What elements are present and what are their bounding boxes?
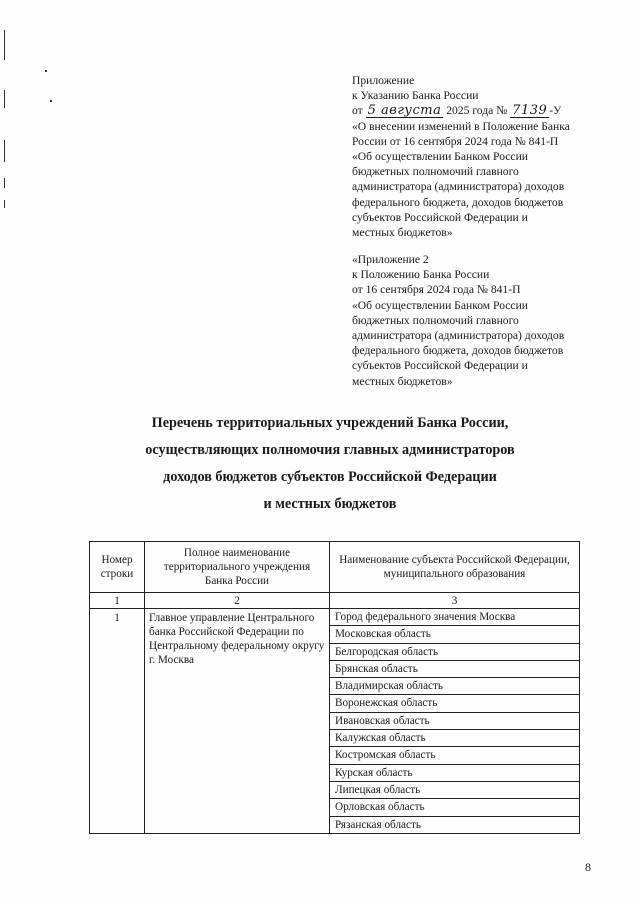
page-number: 8 bbox=[585, 860, 591, 874]
scan-mark bbox=[50, 100, 52, 102]
subject-item: Воронежская область bbox=[330, 695, 579, 712]
column-number: 2 bbox=[145, 593, 330, 609]
subject-item: Костромская область bbox=[330, 747, 579, 764]
appendix-date-line bbox=[352, 103, 612, 118]
scan-mark bbox=[4, 178, 5, 188]
year-text: 2025 года № bbox=[446, 104, 508, 118]
subject-item: Город федерального значения Москва bbox=[330, 609, 579, 626]
column-number: 3 bbox=[330, 593, 580, 609]
subject-item: Белгородская область bbox=[330, 644, 579, 661]
scan-mark bbox=[4, 140, 5, 162]
number-suffix: -У bbox=[549, 104, 562, 118]
column-number: 1 bbox=[90, 593, 145, 609]
header-organization: Полное наименование территориального учреждения Банка России bbox=[145, 542, 330, 593]
appendix2-line: бюджетных полномочий главного bbox=[352, 313, 519, 327]
title-line: доходов бюджетов субъектов Российской Федерации bbox=[163, 469, 497, 485]
subject-item: Липецкая область bbox=[330, 782, 579, 799]
subject-item: Владимирская область bbox=[330, 678, 579, 695]
handwritten-date: 5 августа bbox=[367, 103, 442, 119]
table-row bbox=[90, 609, 580, 834]
title-line: Перечень территориальных учреждений Банка России, bbox=[151, 415, 509, 431]
subject-item: Ивановская область bbox=[330, 713, 579, 730]
appendix-line: федерального бюджета, доходов бюджетов bbox=[352, 195, 564, 209]
title-line: и местных бюджетов bbox=[263, 496, 397, 512]
header-subject: Наименование субъекта Российской Федерации, муниципального образования bbox=[330, 542, 580, 593]
table-header-row bbox=[90, 542, 580, 593]
appendix-line: местных бюджетов» bbox=[352, 226, 453, 240]
column-number-row bbox=[90, 593, 580, 609]
appendix2-line: «Приложение 2 bbox=[352, 253, 429, 266]
subject-item: Калужская область bbox=[330, 730, 579, 747]
appendix2-line: субъектов Российской Федерации и bbox=[352, 359, 528, 373]
header-row-number: Номер строки bbox=[90, 542, 145, 593]
appendix-line: к Указанию Банка России bbox=[352, 89, 479, 103]
row-number: 1 bbox=[90, 609, 145, 834]
subject-item: Московская область bbox=[330, 626, 579, 643]
appendix2-line: администратора (администратора) доходов bbox=[352, 329, 565, 343]
subject-list bbox=[330, 609, 580, 834]
subject-item: Рязанская область bbox=[335, 818, 421, 831]
title-line: осуществляющих полномочия главных администраторов bbox=[145, 442, 515, 458]
scan-mark bbox=[4, 90, 5, 108]
appendix-line: администратора (администратора) доходов bbox=[352, 180, 565, 194]
appendix2-line: «Об осуществлении Банком России bbox=[352, 298, 528, 312]
scan-mark bbox=[45, 70, 47, 72]
appendix-line: бюджетных полномочий главного bbox=[352, 165, 519, 179]
institutions-table bbox=[89, 541, 580, 834]
appendix-line: «О внесении изменений в Положение Банка bbox=[352, 119, 570, 133]
subject-item: Орловская область bbox=[330, 799, 579, 816]
from-prefix: от bbox=[352, 104, 363, 118]
appendix-block bbox=[352, 73, 612, 240]
appendix-line: субъектов Российской Федерации и bbox=[352, 210, 528, 224]
handwritten-number: 7139 bbox=[512, 103, 548, 119]
appendix-line: России от 16 сентября 2024 года № 841-П bbox=[352, 134, 559, 148]
scan-mark bbox=[4, 200, 5, 208]
subject-item: Курская область bbox=[330, 765, 579, 782]
subject-item: Брянская область bbox=[330, 661, 579, 678]
appendix2-line: федерального бюджета, доходов бюджетов bbox=[352, 344, 564, 358]
appendix2-line: от 16 сентября 2024 года № 841-П bbox=[352, 283, 521, 297]
organization-name: Главное управление Центрального банка Российской Федерации по Центральному федеральному округу г. Москва bbox=[145, 609, 330, 834]
appendix2-line: местных бюджетов» bbox=[352, 374, 453, 388]
appendix2-block bbox=[352, 252, 612, 389]
appendix-line: Приложение bbox=[352, 74, 415, 87]
scan-mark bbox=[4, 30, 5, 60]
document-title bbox=[60, 410, 600, 518]
appendix2-line: к Положению Банка России bbox=[352, 268, 490, 282]
appendix-line: «Об осуществлении Банком России bbox=[352, 150, 528, 164]
